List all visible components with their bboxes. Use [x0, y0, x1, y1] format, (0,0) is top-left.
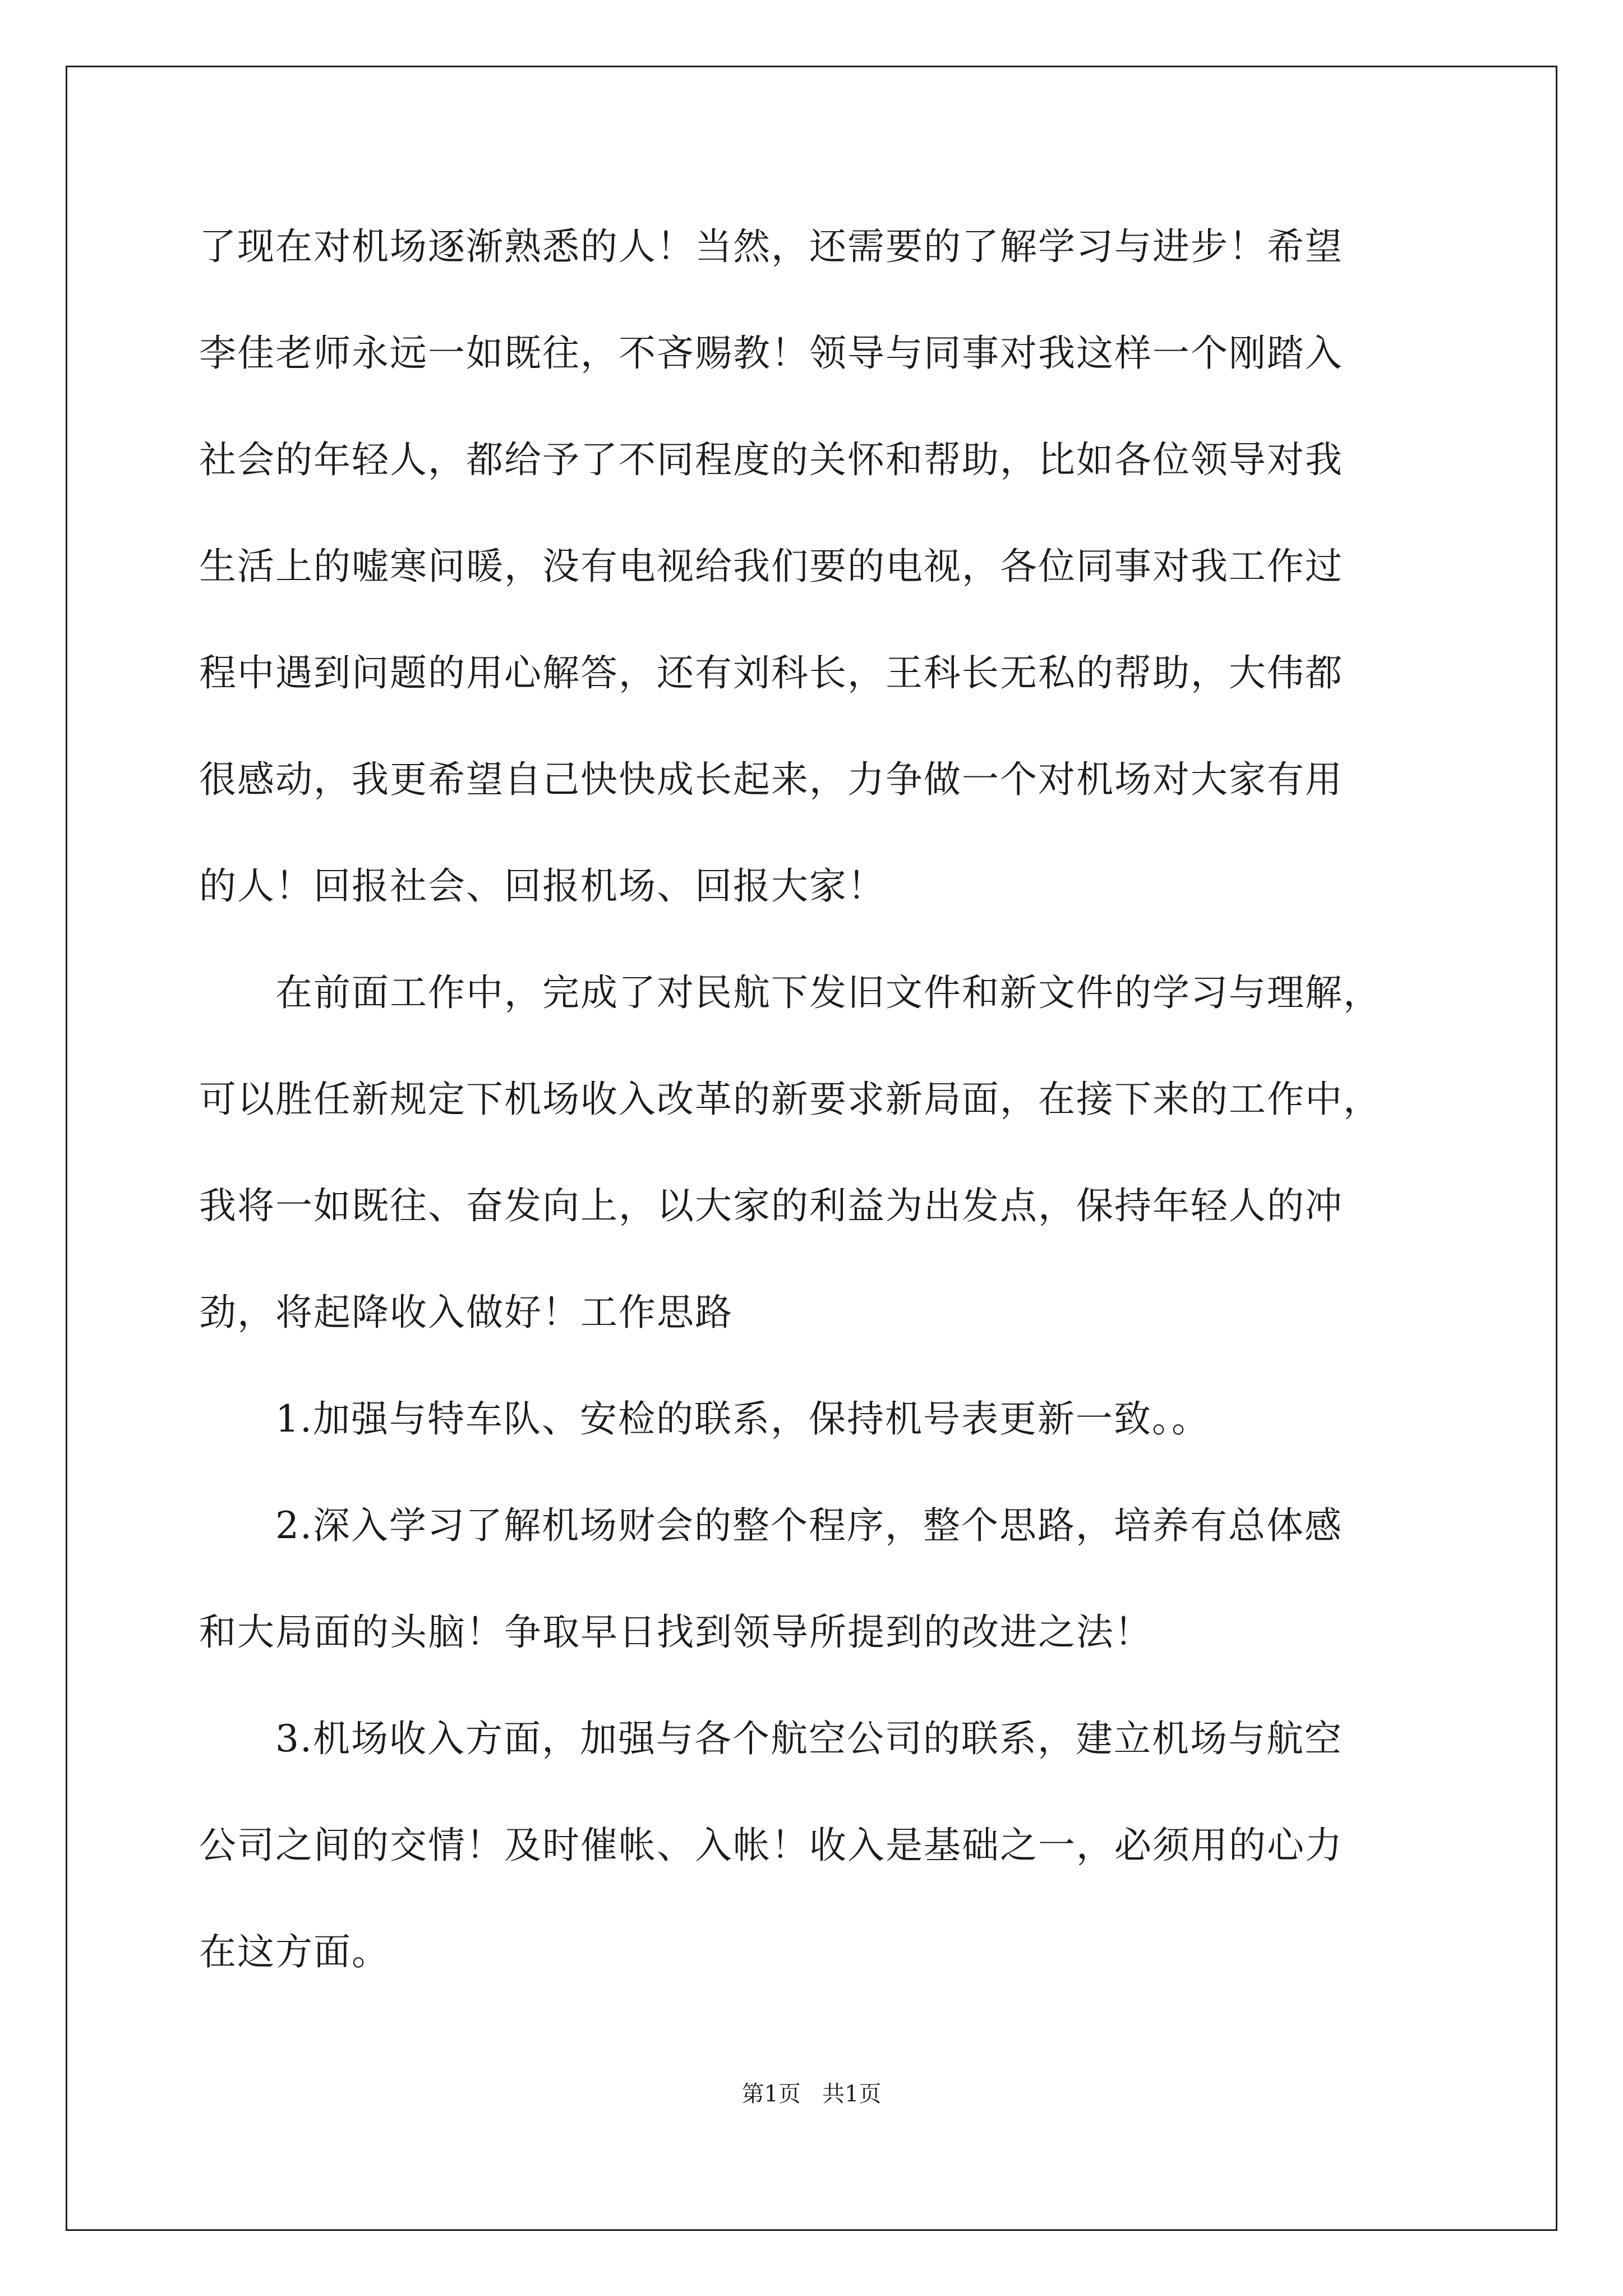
text-line: 我将一如既往、奋发向上，以大家的利益为出发点，保持年轻人的冲 — [199, 1184, 1343, 1227]
list-item-1: 1.加强与特车队、安检的联系，保持机号表更新一致。。 — [275, 1397, 1210, 1441]
page-footer: 第1页 共1页 — [741, 2081, 882, 2107]
text-line: 很感动，我更希望自己快快成长起来，力争做一个对机场对大家有用 — [199, 758, 1343, 801]
text-line: 的人！回报社会、回报机场、回报大家！ — [199, 864, 886, 908]
text-line: 社会的年轻人，都给予了不同程度的关怀和帮助，比如各位领导对我 — [199, 438, 1343, 481]
list-item-2: 2.深入学习了解机场财会的整个程序，整个思路，培养有总体感 — [275, 1504, 1343, 1547]
paragraph-start-line: 在前面工作中，完成了对民航下发旧文件和新文件的学习与理解， — [275, 971, 1381, 1014]
document-body — [199, 219, 1433, 2031]
text-line: 程中遇到问题的用心解答，还有刘科长，王科长无私的帮助，大伟都 — [199, 651, 1343, 694]
text-line: 可以胜任新规定下机场收入改革的新要求新局面，在接下来的工作中， — [199, 1078, 1381, 1121]
text-line: 生活上的嘘寒问暖，没有电视给我们要的电视，各位同事对我工作过 — [199, 545, 1343, 588]
text-line: 在这方面。 — [199, 1930, 390, 1973]
text-line: 公司之间的交情！及时催帐、入帐！收入是基础之一，必须用的心力 — [199, 1824, 1343, 1867]
text-line: 劲，将起降收入做好！工作思路 — [199, 1291, 733, 1334]
list-item-3: 3.机场收入方面，加强与各个航空公司的联系，建立机场与航空 — [275, 1717, 1343, 1760]
text-line: 了现在对机场逐渐熟悉的人！当然，还需要的了解学习与进步！希望 — [199, 225, 1343, 268]
text-line: 和大局面的头脑！争取早日找到领导所提到的改进之法！ — [199, 1611, 1152, 1654]
text-line: 李佳老师永远一如既往，不吝赐教！领导与同事对我这样一个刚踏入 — [199, 332, 1343, 375]
